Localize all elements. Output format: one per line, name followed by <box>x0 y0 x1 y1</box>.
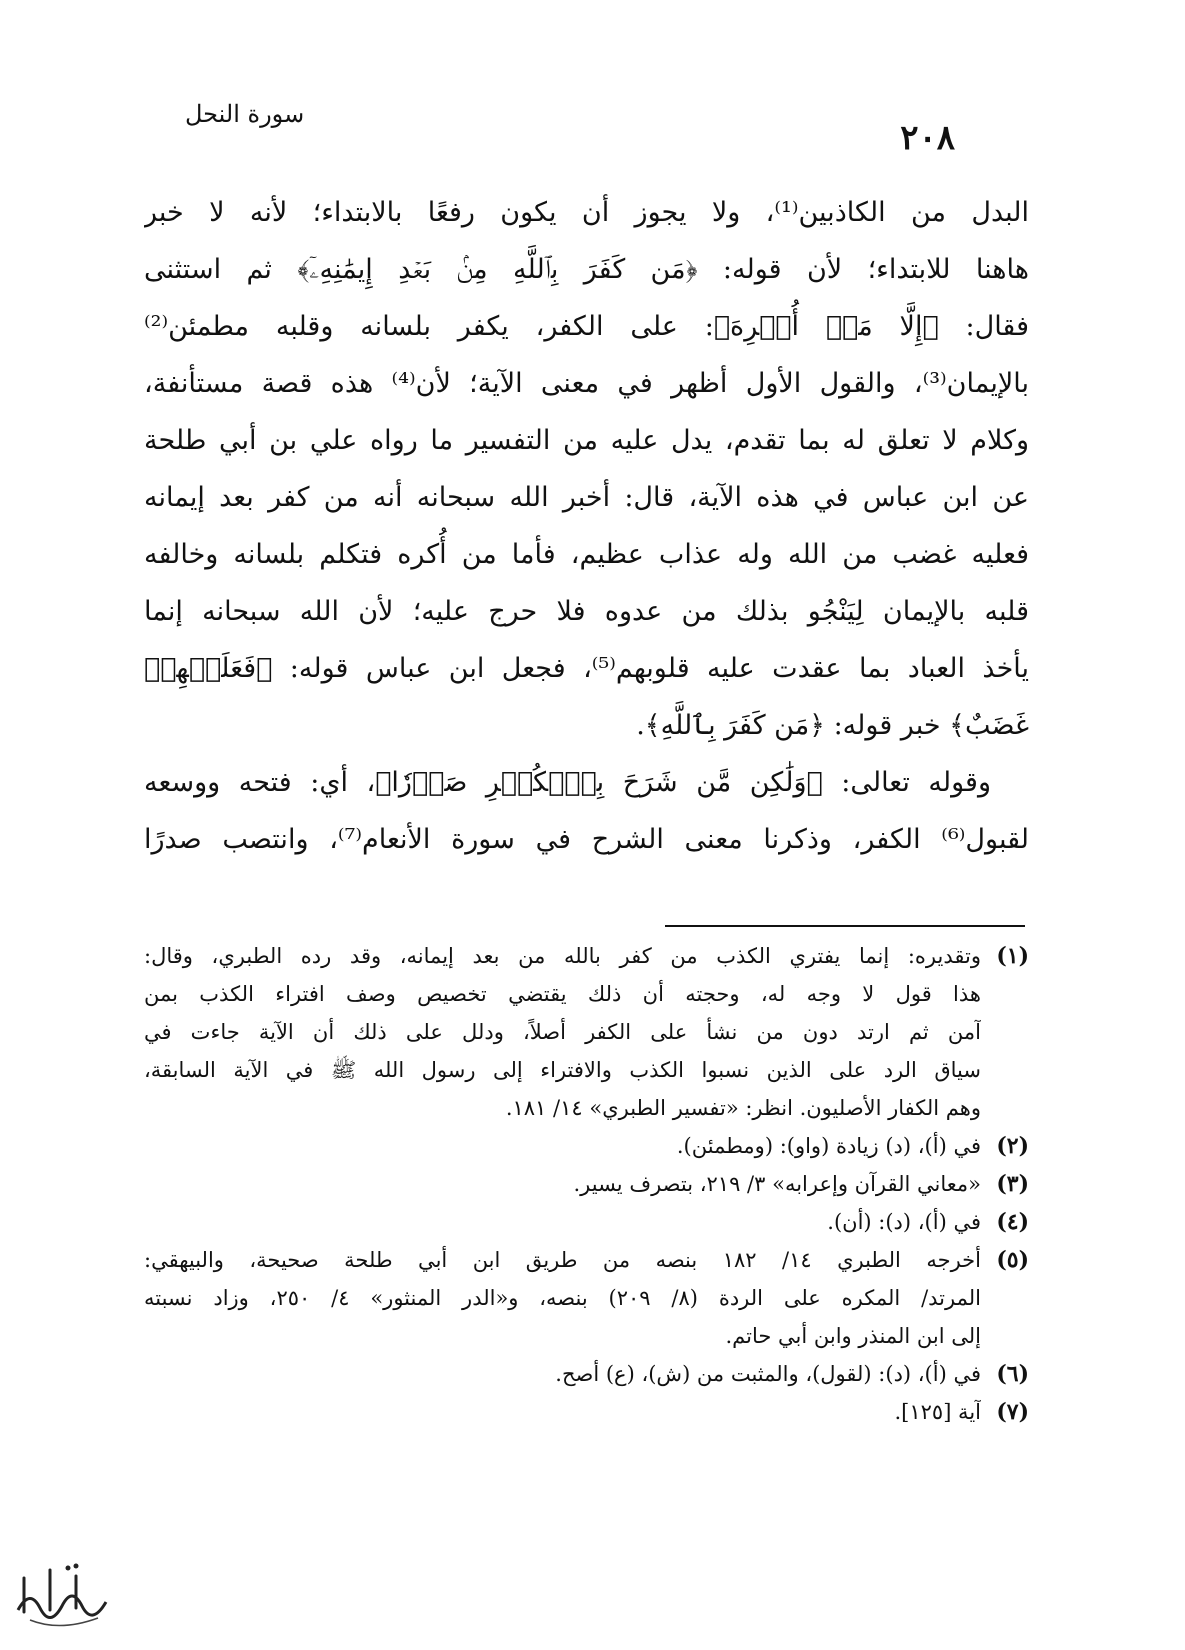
main-text <box>144 184 1029 868</box>
running-header-surah: سورة النحل <box>185 100 305 128</box>
footnote-number: (١) <box>996 943 1029 969</box>
text-line: بالإيمان⁽³⁾، والقول الأول أظهر في معنى الآية؛ لأن⁽⁴⁾ هذه قصة مستأنفة، <box>144 368 1029 399</box>
footnote-number: (٧) <box>996 1399 1029 1425</box>
text-line: البدل من الكاذبين⁽¹⁾، ولا يجوز أن يكون رفعًا بالابتداء؛ لأنه لا خبر <box>144 197 1029 228</box>
footnote <box>144 1393 1029 1431</box>
footnote-line: في (أ)، (د): (أن). <box>827 1210 981 1234</box>
text-line: قلبه بالإيمان لِيَنْجُو بذلك من عدوه فلا حرج عليه؛ لأن الله سبحانه إنما <box>144 596 1029 627</box>
footnote-line: آمن ثم ارتد دون من نشأ على الكفر أصلاً، ودلل على ذلك أن الآية جاءت في <box>144 1020 981 1044</box>
footnotes <box>144 937 1029 1431</box>
footnote-line: «معاني القرآن وإعرابه» ٣/ ٢١٩، بتصرف يسير. <box>573 1172 981 1196</box>
text-line: عن ابن عباس في هذه الآية، قال: أخبر الله سبحانه أنه من كفر بعد إيمانه <box>144 482 1029 513</box>
footnote <box>144 1355 1029 1393</box>
footnote <box>144 1203 1029 1241</box>
footnote-number: (٥) <box>996 1247 1029 1273</box>
text-line: لقبول⁽⁶⁾ الكفر، وذكرنا معنى الشرح في سورة الأنعام⁽⁷⁾، وانتصب صدرًا <box>144 824 1029 855</box>
footnote-number: (٤) <box>996 1209 1029 1235</box>
footnote <box>144 1165 1029 1203</box>
footnote-line: المرتد/ المكره على الردة (٨/ ٢٠٩) بنصه، و«الدر المنثور» ٤/ ٢٥٠، وزاد نسبته <box>144 1286 981 1310</box>
text-line: هاهنا للابتداء؛ لأن قوله: ﴿مَن كَفَرَ بِٱللَّهِ مِنۢ بَعۡدِ إِيمَٰنِهِۦٓ﴾ ثم استثنى <box>144 254 1029 285</box>
footnote-line: وهم الكفار الأصليون. انظر: «تفسير الطبري» ١٤/ ١٨١. <box>505 1096 981 1120</box>
text-line: فعليه غضب من الله وله عذاب عظيم، فأما من أُكره فتكلم بلسانه وخالفه <box>144 539 1029 570</box>
page-number: ٢٠٨ <box>900 118 955 158</box>
text-line: وقوله تعالى: ﴿وَلَٰكِن مَّن شَرَحَ بِٱلۡكُفۡرِ صَدۡرٗا﴾، أي: فتحه ووسعه <box>144 767 991 798</box>
watermark-stamp-icon <box>10 1548 115 1640</box>
footnote-line: هذا قول لا وجه له، وحجته أن ذلك يقتضي تخصيص وصف افتراء الكذب بمن <box>144 982 981 1006</box>
text-line: يأخذ العباد بما عقدت عليه قلوبهم⁽⁵⁾، فجعل ابن عباس قوله: ﴿فَعَلَيۡهِمۡ <box>144 653 1029 684</box>
footnote-line: سياق الرد على الذين نسبوا الكذب والافتراء إلى رسول الله ﷺ في الآية السابقة، <box>144 1058 981 1082</box>
footnote-line: آية [١٢٥]. <box>894 1400 981 1424</box>
footnote-number: (٦) <box>996 1361 1029 1387</box>
footnote-line: أخرجه الطبري ١٤/ ١٨٢ بنصه من طريق ابن أبي طلحة صحيحة، والبيهقي: <box>144 1248 981 1272</box>
footnote <box>144 937 1029 1127</box>
footnote-number: (٢) <box>996 1133 1029 1159</box>
text-line: فقال: ﴿إِلَّا مَنۡ أُكۡرِهَ﴾: على الكفر، يكفر بلسانه وقلبه مطمئن⁽²⁾ <box>144 311 1029 342</box>
footnote-line: وتقديره: إنما يفتري الكذب من كفر بالله من بعد إيمانه، وقد رده الطبري، وقال: <box>144 944 981 968</box>
text-line: غَضَبٌ﴾ خبر قوله: ﴿مَن كَفَرَ بِٱللَّهِ﴾. <box>636 710 1029 741</box>
footnote <box>144 1127 1029 1165</box>
text-line: وكلام لا تعلق له بما تقدم، يدل عليه من التفسير ما رواه علي بن أبي طلحة <box>144 425 1029 456</box>
footnote <box>144 1241 1029 1355</box>
footnote-line: في (أ)، (د) زيادة (واو): (ومطمئن). <box>676 1134 981 1158</box>
footnote-line: في (أ)، (د): (لقول)، والمثبت من (ش)، (ع) أصح. <box>555 1362 981 1386</box>
footnote-line: إلى ابن المنذر وابن أبي حاتم. <box>725 1324 981 1348</box>
footnote-divider <box>665 925 1025 927</box>
footnote-number: (٣) <box>996 1171 1029 1197</box>
